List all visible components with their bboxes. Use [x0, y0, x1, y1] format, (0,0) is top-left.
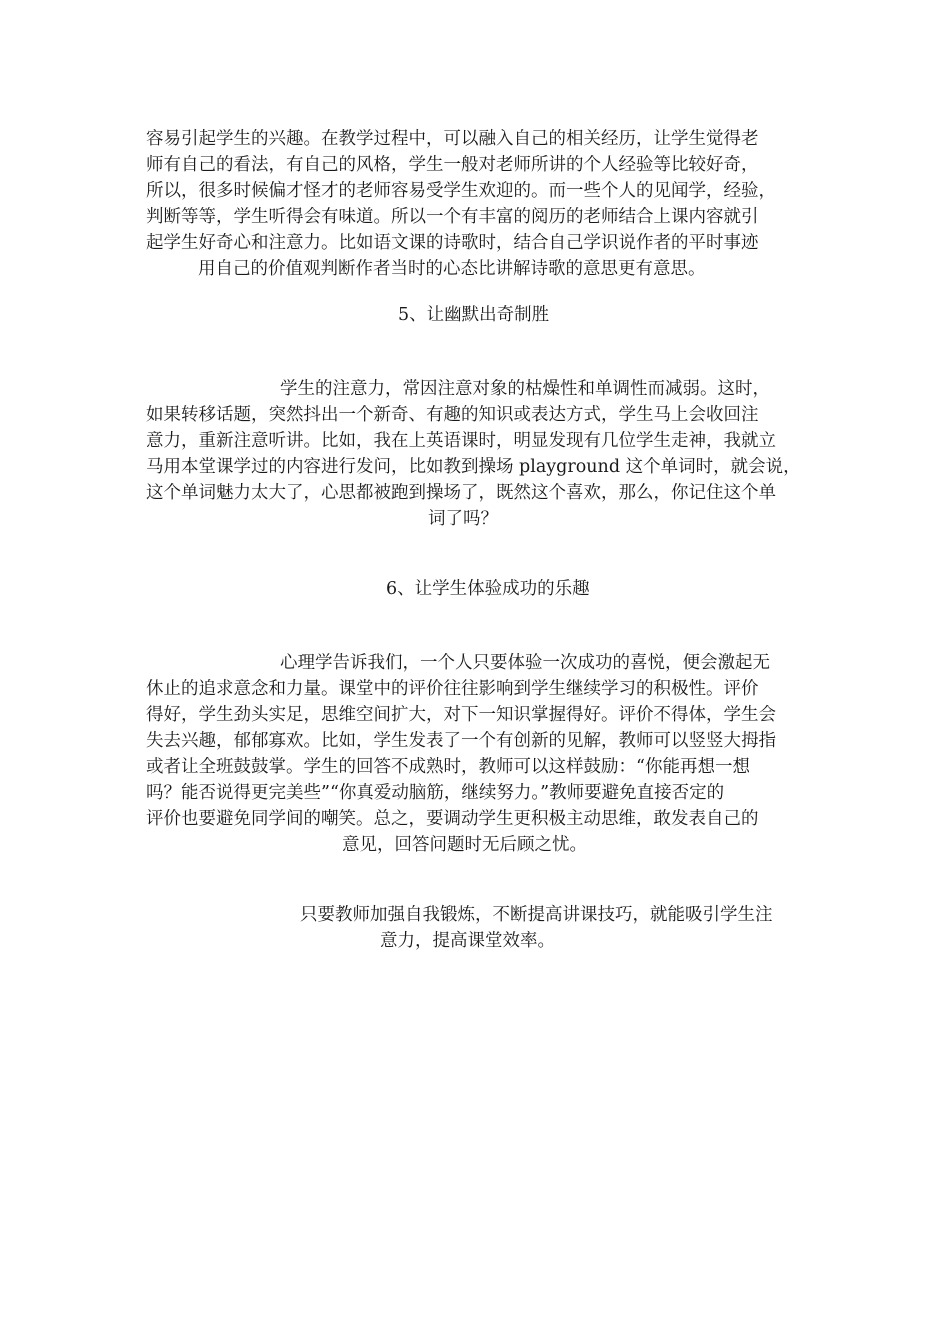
paragraph-line: 学生的注意力，常因注意对象的枯燥性和单调性而减弱。这时， — [280, 379, 770, 399]
paragraph-line: 意力，重新注意听讲。比如，我在上英语课时，明显发现有几位学生走神，我就立 — [146, 431, 776, 451]
section-heading-6: 6、让学生体验成功的乐趣 — [386, 579, 590, 599]
paragraph-line: 师有自己的看法，有自己的风格，学生一般对老师所讲的个人经验等比较好奇， — [146, 155, 759, 175]
paragraph-line: 用自己的价值观判断作者当时的心态比讲解诗歌的意思更有意思。 — [198, 259, 706, 279]
paragraph-line: 起学生好奇心和注意力。比如语文课的诗歌时，结合自己学识说作者的平时事迹 — [146, 233, 759, 253]
paragraph-line: 或者让全班鼓鼓掌。学生的回答不成熟时，教师可以这样鼓励：“你能再想一想 — [146, 757, 750, 777]
paragraph-line: 这个单词魅力太大了，心思都被跑到操场了，既然这个喜欢，那么，你记住这个单 — [146, 483, 776, 503]
paragraph-line: 心理学告诉我们，一个人只要体验一次成功的喜悦，便会激起无 — [280, 653, 770, 673]
paragraph-line: 容易引起学生的兴趣。在教学过程中，可以融入自己的相关经历，让学生觉得老 — [146, 129, 759, 149]
paragraph-line: 意力，提高课堂效率。 — [380, 931, 555, 951]
paragraph-line: 吗？能否说得更完美些”“你真爱动脑筋，继续努力。”教师要避免直接否定的 — [146, 783, 725, 803]
paragraph-line: 评价也要避免同学间的嘲笑。总之，要调动学生更积极主动思维，敢发表自己的 — [146, 809, 759, 829]
paragraph-line: 所以，很多时候偏才怪才的老师容易受学生欢迎的。而一些个人的见闻学，经验， — [146, 181, 776, 201]
paragraph-line: 意见，回答问题时无后顾之忧。 — [342, 835, 587, 855]
paragraph-line: 得好，学生劲头实足，思维空间扩大，对下一知识掌握得好。评价不得体，学生会 — [146, 705, 776, 725]
paragraph-line: 如果转移话题，突然抖出一个新奇、有趣的知识或表达方式，学生马上会收回注 — [146, 405, 759, 425]
paragraph-line: 休止的追求意念和力量。课堂中的评价往往影响到学生继续学习的积极性。评价 — [146, 679, 759, 699]
paragraph-line: 失去兴趣，郁郁寡欢。比如，学生发表了一个有创新的见解，教师可以竖竖大拇指 — [146, 731, 776, 751]
paragraph-line: 只要教师加强自我锻炼，不断提高讲课技巧，就能吸引学生注 — [300, 905, 773, 925]
paragraph-line: 词了吗？ — [428, 509, 498, 529]
paragraph-line: 马用本堂课学过的内容进行发问，比如教到操场 playground 这个单词时，就会说， — [146, 457, 801, 477]
paragraph-line: 判断等等，学生听得会有味道。所以一个有丰富的阅历的老师结合上课内容就引 — [146, 207, 759, 227]
section-heading-5: 5、让幽默出奇制胜 — [398, 305, 550, 325]
